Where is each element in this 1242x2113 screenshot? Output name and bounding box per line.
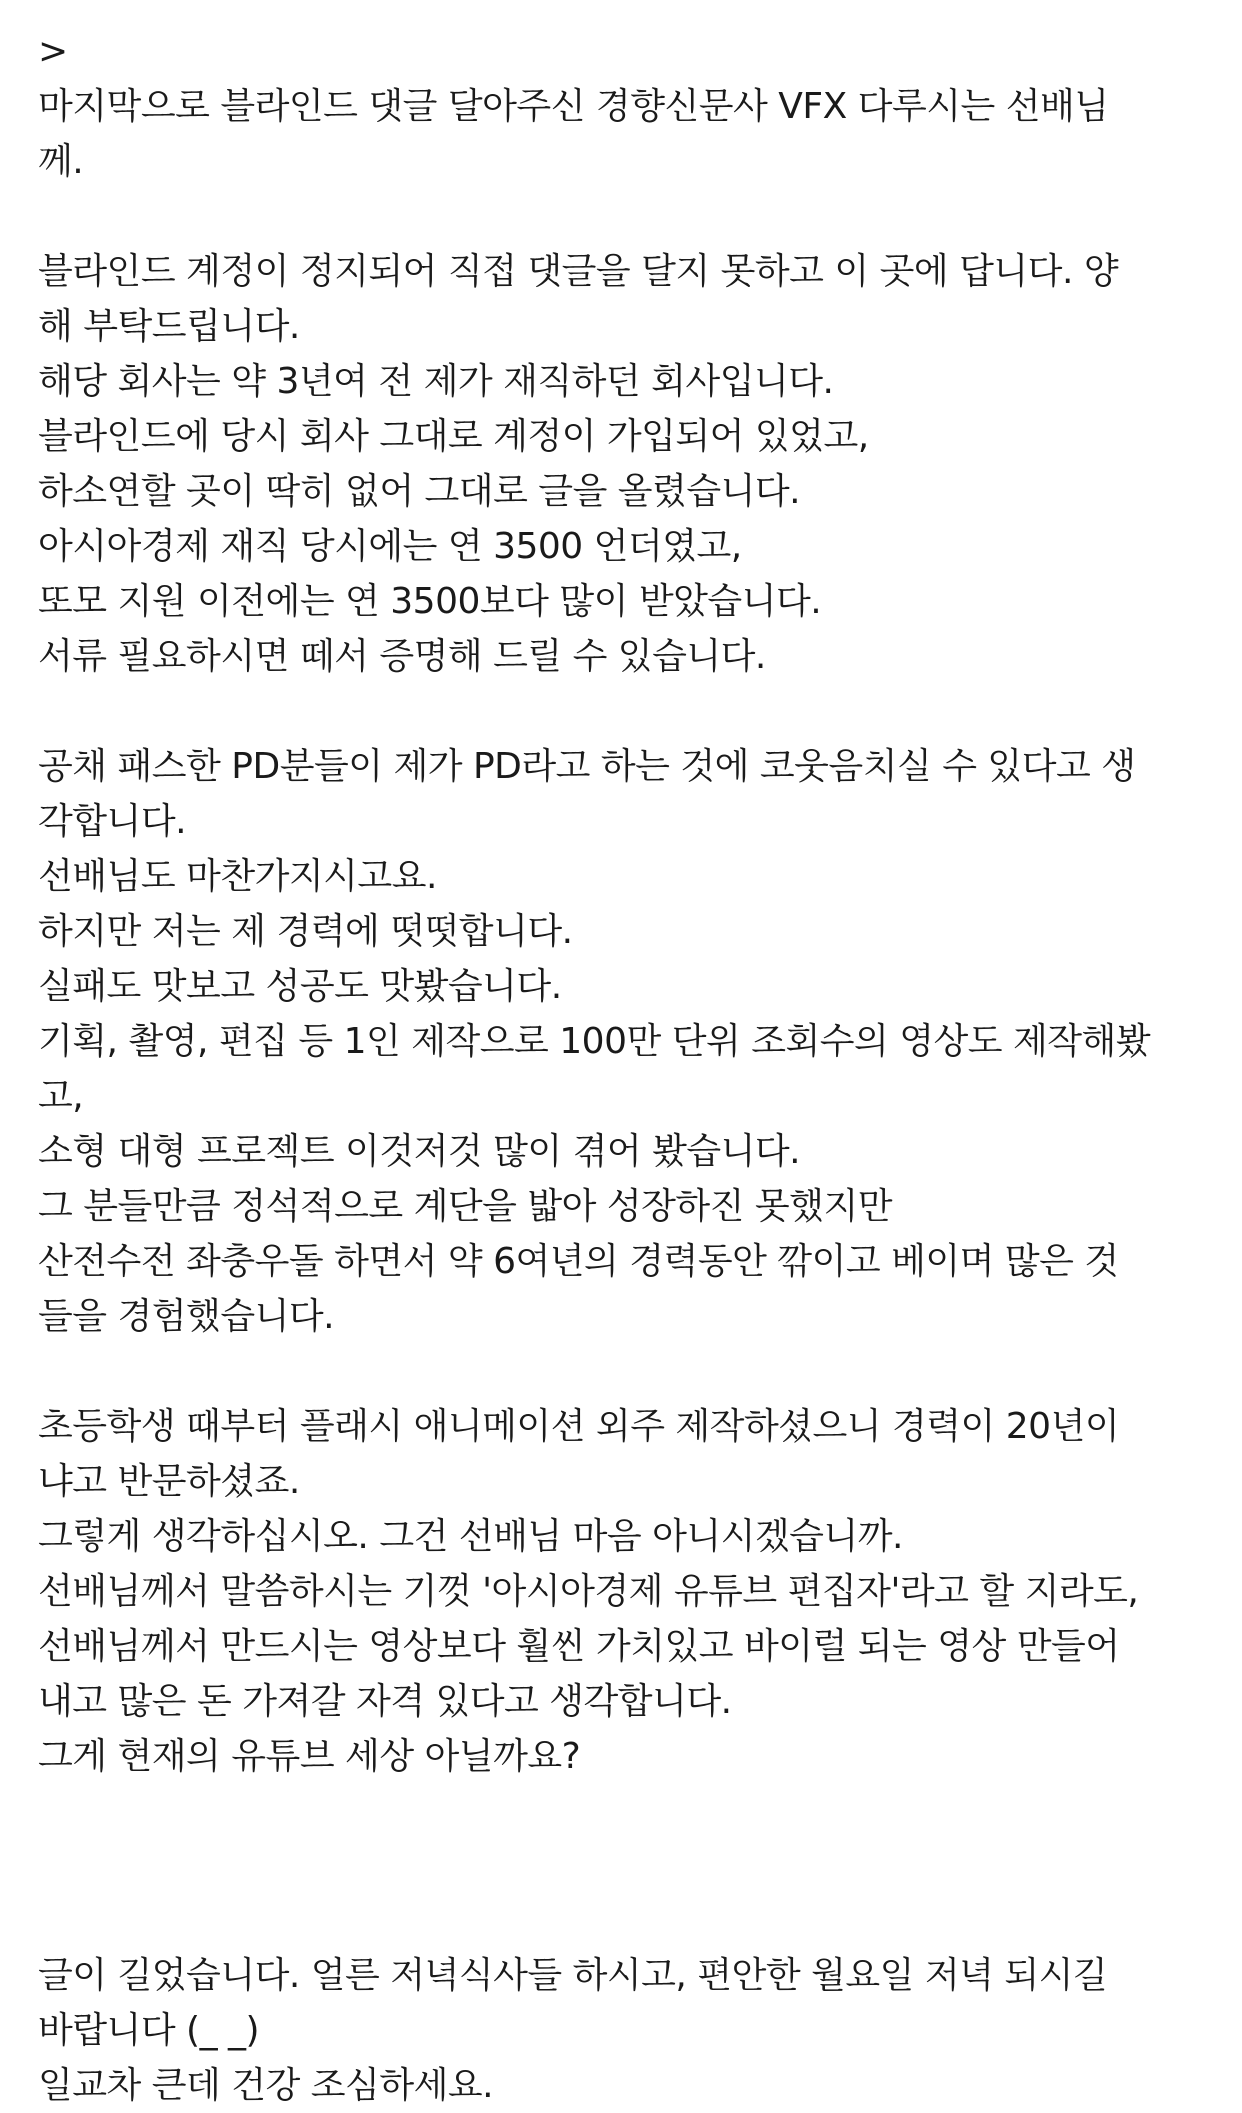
text-line: 선배님도 마찬가지시고요.	[38, 856, 437, 897]
text-line: 고,	[38, 1076, 84, 1117]
text-line: 또모 지원 이전에는 연 3500보다 많이 받았습니다.	[38, 581, 822, 622]
text-line: 선배님께서 만드시는 영상보다 훨씬 가치있고 바이럴 되는 영상 만들어	[38, 1626, 1120, 1667]
text-line: 해 부탁드립니다.	[38, 306, 300, 347]
text-line: 일교차 큰데 건강 조심하세요.	[38, 2065, 494, 2106]
paragraph-break	[38, 1344, 1212, 1399]
text-line: 서류 필요하시면 떼서 증명해 드릴 수 있습니다.	[38, 636, 766, 677]
text-line: 소형 대형 프로젝트 이것저것 많이 겪어 봤습니다.	[38, 1131, 801, 1172]
text-line: 블라인드 계정이 정지되어 직접 댓글을 달지 못하고 이 곳에 답니다. 양	[38, 251, 1119, 292]
text-line: 공채 패스한 PD분들이 제가 PD라고 하는 것에 코웃음치실 수 있다고 생	[38, 746, 1136, 787]
text-line: 그게 현재의 유튜브 세상 아닐까요?	[38, 1736, 581, 1777]
text-line: 바랍니다 (_ _)	[38, 2010, 260, 2051]
paragraph-break	[38, 189, 1212, 244]
text-line: 아시아경제 재직 당시에는 연 3500 언더였고,	[38, 526, 742, 567]
text-line: 들을 경험했습니다.	[38, 1296, 335, 1337]
text-line: 그렇게 생각하십시오. 그건 선배님 마음 아니시겠습니까.	[38, 1516, 903, 1557]
text-line: 께.	[38, 141, 84, 182]
text-line: 선배님께서 말씀하시는 기껏 '아시아경제 유튜브 편집자'라고 할 지라도,	[38, 1571, 1139, 1612]
text-line: 기획, 촬영, 편집 등 1인 제작으로 100만 단위 조회수의 영상도 제작해봤	[38, 1021, 1151, 1062]
text-line: 하소연할 곳이 딱히 없어 그대로 글을 올렸습니다.	[38, 471, 801, 512]
text-line: 글이 길었습니다. 얼른 저녁식사들 하시고, 편안한 월요일 저녁 되시길	[38, 1955, 1108, 1996]
text-line: 내고 많은 돈 가져갈 자격 있다고 생각합니다.	[38, 1681, 732, 1722]
text-line: 하지만 저는 제 경력에 떳떳합니다.	[38, 911, 573, 952]
text-line: 그 분들만큼 정석적으로 계단을 밟아 성장하진 못했지만	[38, 1186, 893, 1227]
text-line: 마지막으로 블라인드 댓글 달아주신 경향신문사 VFX 다루시는 선배님	[38, 86, 1109, 127]
paragraph-break	[38, 684, 1212, 739]
paragraph-break	[38, 1784, 1212, 1948]
text-line: 해당 회사는 약 3년여 전 제가 재직하던 회사입니다.	[38, 361, 834, 402]
text-line: 산전수전 좌충우돌 하면서 약 6여년의 경력동안 깎이고 베이며 많은 것	[38, 1241, 1119, 1282]
text-line: 냐고 반문하셨죠.	[38, 1461, 300, 1502]
text-line: 초등학생 때부터 플래시 애니메이션 외주 제작하셨으니 경력이 20년이	[38, 1406, 1120, 1447]
text-line: 실패도 맛보고 성공도 맛봤습니다.	[38, 966, 562, 1007]
quote-marker: >	[38, 31, 68, 72]
text-line: 각합니다.	[38, 801, 187, 842]
text-line: 블라인드에 당시 회사 그대로 계정이 가입되어 있었고,	[38, 416, 869, 457]
